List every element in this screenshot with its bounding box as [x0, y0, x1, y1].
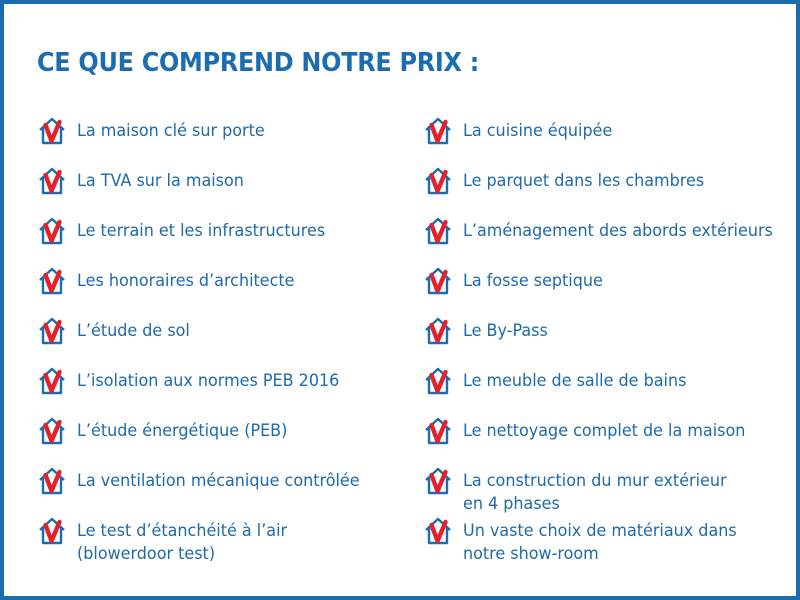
- house-check-icon: [37, 216, 67, 246]
- item-text: L’aménagement des abords extérieurs: [463, 221, 773, 241]
- item-text: L’étude énergétique (PEB): [77, 421, 288, 441]
- house-check-icon: [37, 116, 67, 146]
- item-text: L’isolation aux normes PEB 2016: [77, 371, 340, 391]
- house-check-icon: [37, 316, 67, 346]
- list-item: [423, 320, 553, 346]
- item-text-continued: (blowerdoor test): [77, 544, 216, 564]
- item-text: La maison clé sur porte: [77, 121, 265, 141]
- item-text: L’étude de sol: [77, 321, 190, 341]
- item-text: Le test d’étanchéité à l’air: [77, 521, 288, 541]
- item-text-continued: notre show-room: [463, 544, 599, 564]
- house-check-icon: [37, 266, 67, 296]
- list-item: [37, 520, 301, 566]
- item-text: Les honoraires d’architecte: [77, 271, 295, 291]
- house-check-icon: [423, 366, 453, 396]
- item-text: Le meuble de salle de bains: [463, 371, 687, 391]
- item-text: La ventilation mécanique contrôlée: [77, 471, 360, 491]
- list-item: [423, 520, 754, 566]
- house-check-icon: [423, 416, 453, 446]
- list-item: [423, 170, 720, 196]
- list-item: [423, 270, 612, 296]
- list-item: [37, 270, 308, 296]
- list-item: [37, 320, 197, 346]
- list-item: [37, 120, 277, 146]
- house-check-icon: [37, 366, 67, 396]
- house-check-icon: [423, 516, 453, 546]
- house-check-icon: [423, 466, 453, 496]
- list-item: [423, 470, 743, 516]
- item-text: Le nettoyage complet de la maison: [463, 421, 746, 441]
- list-item: [37, 370, 356, 396]
- list-item: [37, 470, 378, 496]
- house-check-icon: [37, 166, 67, 196]
- house-check-icon: [423, 116, 453, 146]
- item-text: La construction du mur extérieur: [463, 471, 727, 491]
- list-item: [37, 220, 341, 246]
- item-text-continued: en 4 phases: [463, 494, 560, 514]
- item-text: Le terrain et les infrastructures: [77, 221, 326, 241]
- house-check-icon: [37, 466, 67, 496]
- item-text: Le parquet dans les chambres: [463, 171, 705, 191]
- item-text: Un vaste choix de matériaux dans: [463, 521, 737, 541]
- house-check-icon: [423, 266, 453, 296]
- list-item: [423, 120, 622, 146]
- list-item: [423, 220, 793, 246]
- list-item: [423, 370, 701, 396]
- item-text: La TVA sur la maison: [77, 171, 244, 191]
- house-check-icon: [37, 516, 67, 546]
- house-check-icon: [423, 216, 453, 246]
- page-title: CE QUE COMPREND NOTRE PRIX :: [37, 48, 480, 78]
- list-item: [37, 420, 301, 446]
- item-text: Le By-Pass: [463, 321, 548, 341]
- item-text: La fosse septique: [463, 271, 603, 291]
- list-item: [423, 420, 763, 446]
- house-check-icon: [423, 316, 453, 346]
- list-item: [37, 170, 255, 196]
- house-check-icon: [423, 166, 453, 196]
- item-text: La cuisine équipée: [463, 121, 613, 141]
- house-check-icon: [37, 416, 67, 446]
